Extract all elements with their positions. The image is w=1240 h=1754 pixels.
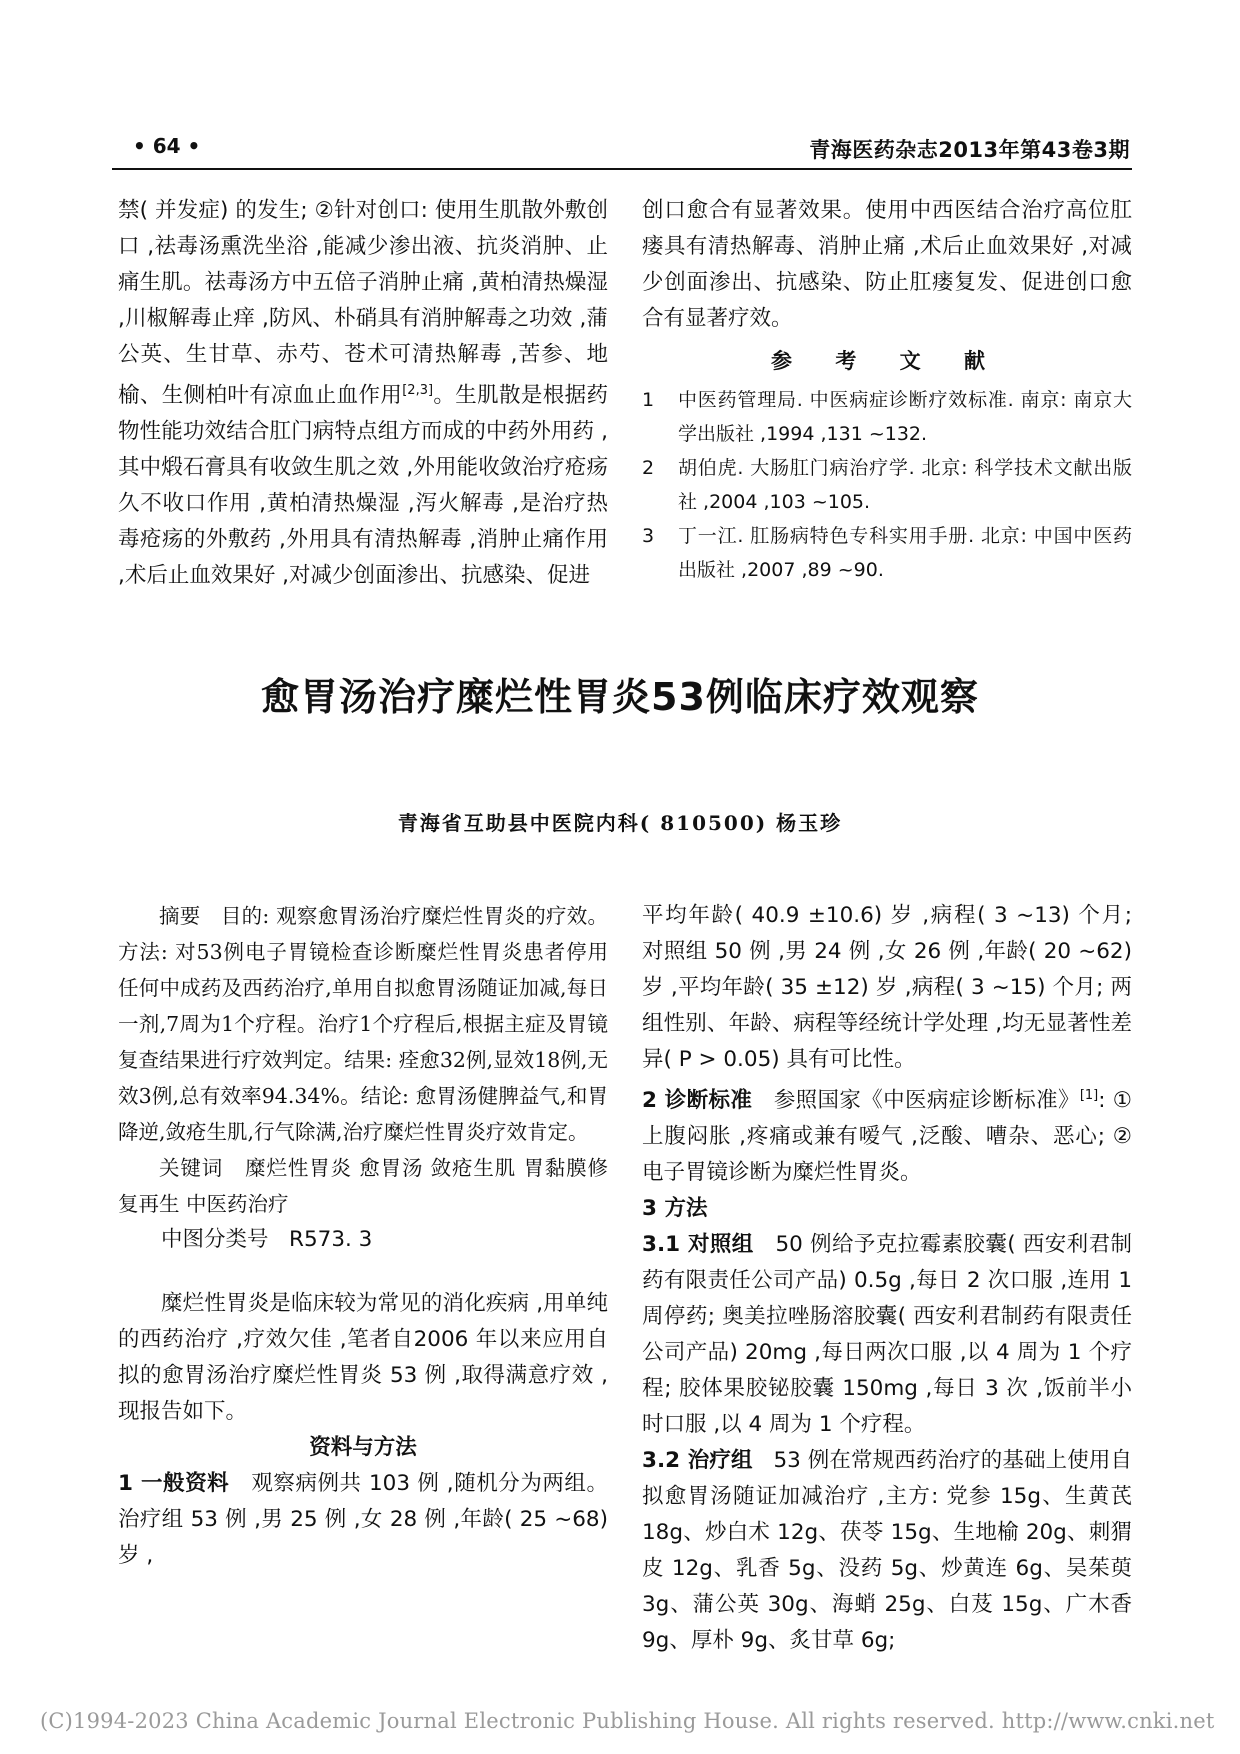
- section-heading: 3 方法: [642, 1196, 708, 1222]
- article-author: 青海省互助县中医院内科( 810500) 杨玉珍: [397, 811, 843, 835]
- section-heading: 2 诊断标准: [642, 1088, 753, 1114]
- prev-article-paragraph: 禁( 并发症) 的发生; ②针对创口: 使用生肌散外敷创口 ,祛毒汤熏洗坐浴 ,能减少渗出液、抗炎消肿、止痛生肌。祛毒汤方中五倍子消肿止痛 ,黄柏清热燥湿 ,川椒解毒止痒 ,防风、朴硝具有消肿解毒之功效 ,蒲公英、生甘草、赤芍、苍术可清热解毒 ,苦参、地榆、生侧柏叶有凉血止血作用[2,3]。生肌散是根据药物性能功效结合肛门病特点组方而成的中药外用药 ,其中煅石膏具有收敛生肌之效 ,外用能收敛治疗疮疡久不收口作用 ,黄柏清热燥湿 ,泻火解毒 ,是治疗热毒疮疡的外敷药 ,外用具有清热解毒 ,消肿止痛作用 ,术后止血效果好 ,对减少创面渗出、抗感染、促进: [118, 198, 608, 589]
- article-right-column: [642, 898, 1132, 1659]
- abstract-label: 摘要: [159, 904, 201, 928]
- prev-article-right-column: [642, 193, 1132, 587]
- journal-name: 青海医药杂志2013年第43卷3期: [809, 138, 1130, 162]
- classification: 中图分类号 R573. 3: [161, 1227, 373, 1252]
- section-title: 资料与方法: [309, 1435, 417, 1460]
- section-3-2: 3.2 治疗组 53 例在常规西药治疗的基础上使用自拟愈胃汤随证加减治疗 ,主方: 党参 15g、生黄芪 18g、炒白术 12g、茯苓 15g、生地榆 20g、刺猬皮 12g、乳香 5g、没药 5g、炒黄连 6g、吴茱萸 3g、蒲公英 30g、海蛸 25g、白芨 15g、广木香 9g、厚朴 9g、炙甘草 6g;: [642, 1448, 1132, 1654]
- copyright-footer: (C)1994-2023 China Academic Journal Electronic Publishing House. All rights reserved. http://www.cnki.net: [40, 1709, 1215, 1733]
- section-2: 2 诊断标准 参照国家《中医病症诊断标准》[1]: ①上腹闷胀 ,疼痛或兼有嗳气 ,泛酸、嘈杂、恶心; ②电子胃镜诊断为糜烂性胃炎。: [642, 1088, 1132, 1186]
- abstract: 摘要 目的: 观察愈胃汤治疗糜烂性胃炎的疗效。方法: 对53例电子胃镜检查诊断糜烂性胃炎患者停用任何中成药及西药治疗,单用自拟愈胃汤随证加减,每日一剂,7周为1个疗程。治疗1个疗程后,根据主症及胃镜复查结果进行疗效判定。结果: 痊愈32例,显效18例,无效3例,总有效率94.34%。结论: 愈胃汤健脾益气,和胃降逆,敛疮生肌,行气除满,治疗糜烂性胃炎疗效肯定。: [118, 904, 608, 1144]
- header-rule: [112, 168, 1132, 170]
- section-3-1: 3.1 对照组 50 例给予克拉霉素胶囊( 西安利君制药有限责任公司产品) 0.5g ,每日 2 次口服 ,连用 1 周停药; 奥美拉唑肠溶胶囊( 西安利君制药有限责任公司产品) 20mg ,每日两次口服 ,以 4 周为 1 个疗程; 胶体果胶铋胶囊 150mg ,每日 3 次 ,饭前半小时口服 ,以 4 周为 1 个疗程。: [642, 1232, 1132, 1438]
- reference-item: 2 胡伯虎. 大肠肛门病治疗学. 北京: 科学技术文献出版社 ,2004 ,103 ~105.: [642, 457, 1132, 513]
- references-title: 参 考 文 献: [771, 349, 1003, 373]
- prev-article-paragraph: 创口愈合有显著效果。使用中西医结合治疗高位肛瘘具有清热解毒、消肿止痛 ,术后止血效果好 ,对减少创面渗出、抗感染、防止肛瘘复发、促进创口愈合有显著疗效。: [642, 198, 1132, 331]
- article-title: 愈胃汤治疗糜烂性胃炎53例临床疗效观察: [261, 675, 979, 719]
- section-1-continued: 平均年龄( 40.9 ±10.6) 岁 ,病程( 3 ~13) 个月; 对照组 50 例 ,男 24 例 ,女 26 例 ,年龄( 20 ~62) 岁 ,平均年龄( 35 ±12) 岁 ,病程( 3 ~15) 个月; 两组性别、年龄、病程等经统计学处理 ,均无显著性差异( P > 0.05) 具有可比性。: [642, 903, 1132, 1072]
- citation: [1]: [1079, 1088, 1099, 1103]
- section-1: 1 一般资料 观察病例共 103 例 ,随机分为两组。治疗组 53 例 ,男 25 例 ,女 28 例 ,年龄( 25 ~68) 岁 ,: [118, 1471, 608, 1568]
- section-heading: 1 一般资料: [118, 1471, 230, 1496]
- section-3: [642, 1191, 1132, 1227]
- prev-article-left-column: [118, 193, 608, 594]
- reference-item: 1 中医药管理局. 中医病症诊断疗效标准. 南京: 南京大学出版社 ,1994 ,131 ~132.: [642, 389, 1132, 445]
- section-heading: 3.2 治疗组: [642, 1448, 753, 1474]
- page-number: • 64 •: [133, 134, 201, 158]
- reference-item: 3 丁一江. 肛肠病特色专科实用手册. 北京: 中国中医药出版社 ,2007 ,89 ~90.: [642, 525, 1132, 581]
- article-left-column: [118, 898, 608, 1574]
- citation: [2,3]: [402, 383, 434, 398]
- introduction: 糜烂性胃炎是临床较为常见的消化疾病 ,用单纯的西药治疗 ,疗效欠佳 ,笔者自2006 年以来应用自拟的愈胃汤治疗糜烂性胃炎 53 例 ,取得满意疗效 ,现报告如下。: [118, 1291, 608, 1424]
- section-heading: 3.1 对照组: [642, 1232, 754, 1258]
- keywords: 关键词 糜烂性胃炎 愈胃汤 敛疮生肌 胃黏膜修复再生 中医药治疗: [118, 1156, 608, 1216]
